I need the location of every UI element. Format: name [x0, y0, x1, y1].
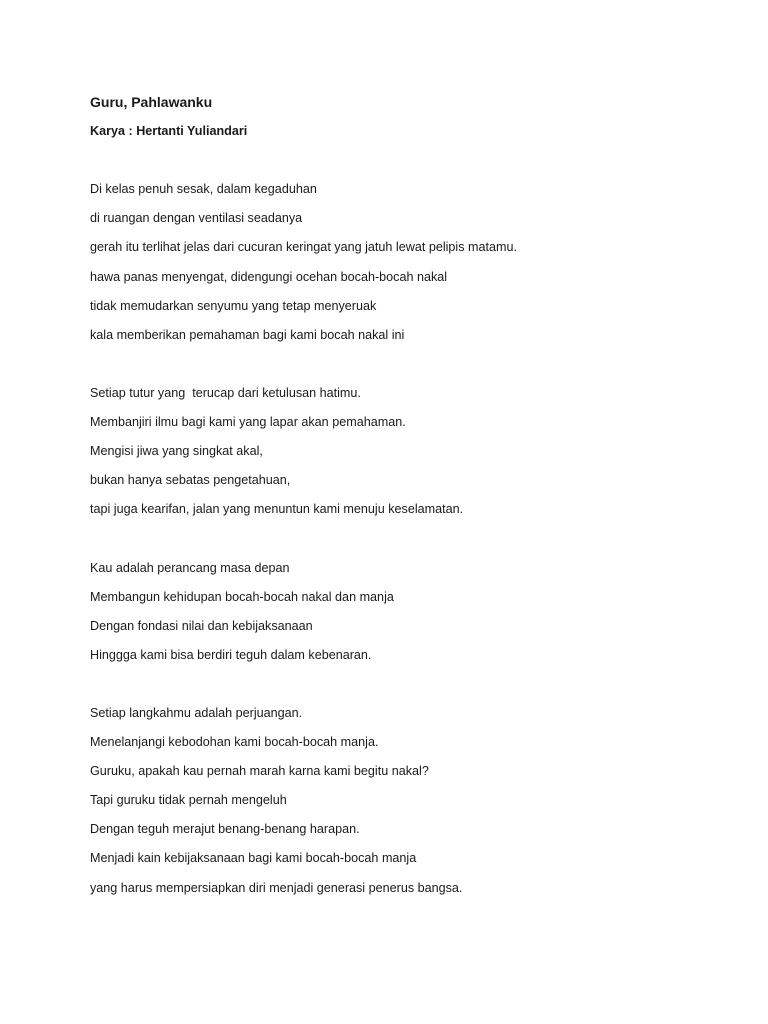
poem-line: Dengan fondasi nilai dan kebijaksanaan — [90, 618, 313, 633]
poem-line: di ruangan dengan ventilasi seadanya — [90, 211, 303, 226]
poem-author: Karya : Hertanti Yuliandari — [90, 124, 248, 139]
poem-line: tidak memudarkan senyumu yang tetap menyeruak — [90, 298, 377, 313]
poem-line: Membangun kehidupan bocah-bocah nakal dan manja — [90, 589, 394, 604]
poem-line: Mengisi jiwa yang singkat akal, — [90, 444, 263, 459]
poem-line: Setiap tutur yang terucap dari ketulusan hatimu. — [90, 385, 361, 400]
poem-line: Tapi guruku tidak pernah mengeluh — [90, 793, 287, 808]
stanza — [90, 554, 730, 699]
stanza — [90, 379, 730, 554]
blank-line — [90, 670, 730, 699]
poem-line: bukan hanya sebatas pengetahuan, — [90, 473, 291, 488]
poem-line: Kau adalah perancang masa depan — [90, 560, 290, 575]
poem-title: Guru, Pahlawanku — [90, 94, 213, 110]
poem-line: Menelanjangi kebodohan kami bocah-bocah manja. — [90, 735, 379, 750]
blank-line — [90, 350, 730, 379]
poem-line: Hinggga kami bisa berdiri teguh dalam kebenaran. — [90, 647, 372, 662]
poem-line: hawa panas menyengat, didengungi ocehan bocah-bocah nakal — [90, 269, 448, 284]
blank-line — [90, 524, 730, 553]
poem-line: Membanjiri ilmu bagi kami yang lapar akan pemahaman. — [90, 415, 406, 430]
poem-line: Setiap langkahmu adalah perjuangan. — [90, 705, 303, 720]
poem-line: Menjadi kain kebijaksanaan bagi kami bocah-bocah manja — [90, 851, 417, 866]
poem-line: gerah itu terlihat jelas dari cucuran keringat yang jatuh lewat pelipis matamu. — [90, 240, 518, 255]
blank-line — [90, 146, 730, 175]
document-page — [90, 88, 730, 903]
poem-line: tapi juga kearifan, jalan yang menuntun kami menuju keselamatan. — [90, 502, 464, 517]
poem-line: kala memberikan pemahaman bagi kami bocah nakal ini — [90, 327, 405, 342]
stanza — [90, 175, 730, 379]
poem-body — [90, 175, 730, 902]
stanza — [90, 699, 730, 903]
poem-line: yang harus mempersiapkan diri menjadi generasi penerus bangsa. — [90, 880, 463, 895]
poem-line: Guruku, apakah kau pernah marah karna kami begitu nakal? — [90, 764, 429, 779]
poem-line: Di kelas penuh sesak, dalam kegaduhan — [90, 182, 317, 197]
poem-line: Dengan teguh merajut benang-benang harapan. — [90, 822, 360, 837]
